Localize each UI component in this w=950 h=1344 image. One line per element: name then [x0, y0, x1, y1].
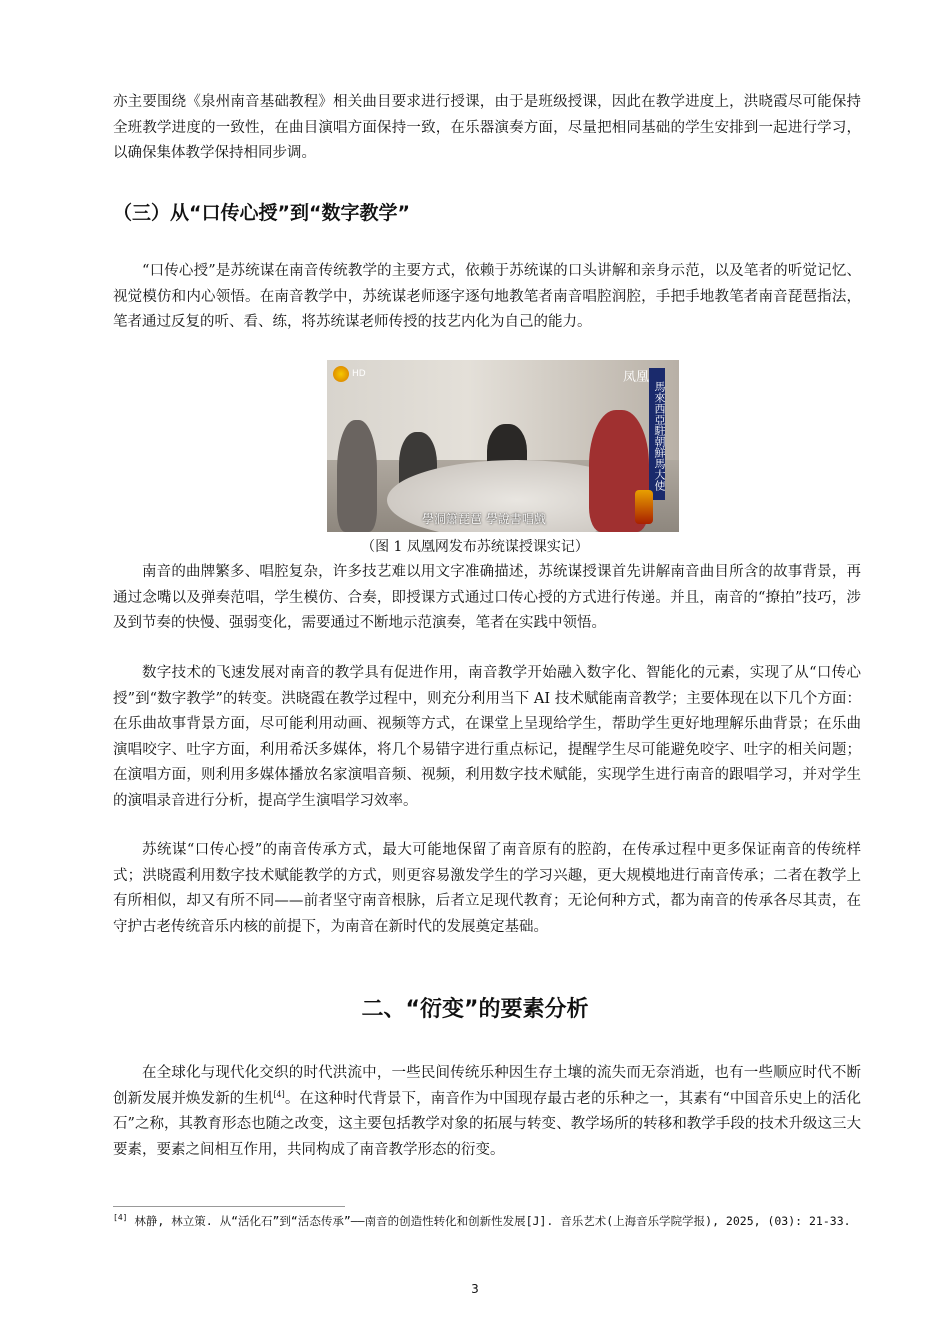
paragraph-compare: 苏统谋“口传心授”的南音传承方式，最大可能地保留了南音原有的腔韵，在传承过程中更多保证南音的传统样式；洪晓霞利用数字技术赋能教学的方式，则更容易激发学生的学习兴趣，更大规模地进行南音传承；二者在教学上有所相似，却又有所不同——前者坚守南音根脉，后者立足现代教育；无论何种方式，都为南音的传承各尽其责，在守护古老传统音乐内核的前提下，为南音在新时代的发展奠定基础。 [113, 842, 861, 935]
footnote [113, 1212, 863, 1231]
footnote-divider [113, 1206, 345, 1207]
paragraph-qupai: 南音的曲牌繁多、唱腔复杂，许多技艺难以用文字准确描述，苏统谋授课首先讲解南音曲目所含的故事背景，再通过念嘴以及弹奏范唱，学生模仿、合奏，即授课方式通过口传心授的方式进行传递。并且，南音的“撩拍”技巧，涉及到节奏的快慢、强弱变化，需要通过不断地示范演奏，笔者在实践中领悟。 [113, 564, 861, 631]
phoenix-logo-icon [333, 366, 349, 382]
photo-emblem-icon [635, 490, 653, 524]
figure-photo [327, 360, 679, 532]
photo-vertical-caption: 馬來西亞駐朝鮮馬大使 [649, 368, 665, 500]
section-heading-3: （三）从“口传心授”到“数字教学” [113, 202, 410, 224]
section-heading-2: 二、“衍变”的要素分析 [361, 997, 589, 1022]
page-number: 3 [471, 1282, 479, 1296]
figure-caption: （图 1 凤凰网发布苏统谋授课实记） [361, 539, 589, 555]
photo-hd-label: HD [352, 369, 366, 379]
citation-ref: [4] [273, 1089, 285, 1099]
photo-person-left [337, 420, 377, 532]
footnote-ref: [4] [113, 1213, 128, 1223]
paragraph-globalization-part1: 在全球化与现代化交织的时代洪流中，一些民间传统乐种因生存土壤的流失而无奈消逝，也有一些顺应时代不断创新发展并焕发新的生机 [113, 1065, 861, 1107]
paragraph-globalization [113, 1061, 861, 1163]
footnote-text: 林静, 林立策. 从“活化石”到“活态传承”——南音的创造性转化和创新性发展[J]. 音乐艺术(上海音乐学院学报), 2025, (03): 21-33. [127, 1214, 851, 1228]
paragraph-globalization-part2: 。在这种时代背景下，南音作为中国现存最古老的乐种之一，其素有“中国音乐史上的活化石”之称，其教育形态也随之改变，这主要包括教学对象的拓展与转变、教学场所的转移和教学手段的技术升级这三大要素，要素之间相互作用，共同构成了南音教学形态的衍变。 [113, 1090, 861, 1158]
paragraph-digital: 数字技术的飞速发展对南音的教学具有促进作用，南音教学开始融入数字化、智能化的元素，实现了从“口传心授”到“数字教学”的转变。洪晓霞在教学过程中，则充分利用当下 AI 技术赋能南音教学；主要体现在以下几个方面：在乐曲故事背景方面，尽可能利用动画、视频等方式，在课堂上呈现给学生，帮助学生更好地理解乐曲背景；在乐曲演唱咬字、吐字方面，利用希沃多媒体，将几个易错字进行重点标记，提醒学生尽可能避免咬字、吐字的相关问题；在演唱方面，则利用多媒体播放名家演唱音频、视频，利用数字技术赋能，实现学生进行南音的跟唱学习，并对学生的演唱录音进行分析，提高学生演唱学习效率。 [113, 665, 861, 809]
paragraph-oral-teaching: “口传心授”是苏统谋在南音传统教学的主要方式，依赖于苏统谋的口头讲解和亲身示范，以及笔者的听觉记忆、视觉模仿和内心领悟。在南音教学中，苏统谋老师逐字逐句地教笔者南音唱腔润腔，手把手地教笔者南音琵琶指法，笔者通过反复的听、看、练，将苏统谋老师传授的技艺内化为自己的能力。 [113, 263, 861, 330]
paragraph-top: 亦主要围绕《泉州南音基础教程》相关曲目要求进行授课，由于是班级授课，因此在教学进度上，洪晓霞尽可能保持全班教学进度的一致性，在曲目演唱方面保持一致，在乐器演奏方面，尽量把相同基础的学生安排到一起进行学习，以确保集体教学保持相同步调。 [113, 94, 861, 161]
photo-subtitle: 學洞簫琵琶 學說書唱戲 [422, 512, 546, 526]
photo-channel-label: 凤凰 [622, 370, 649, 385]
